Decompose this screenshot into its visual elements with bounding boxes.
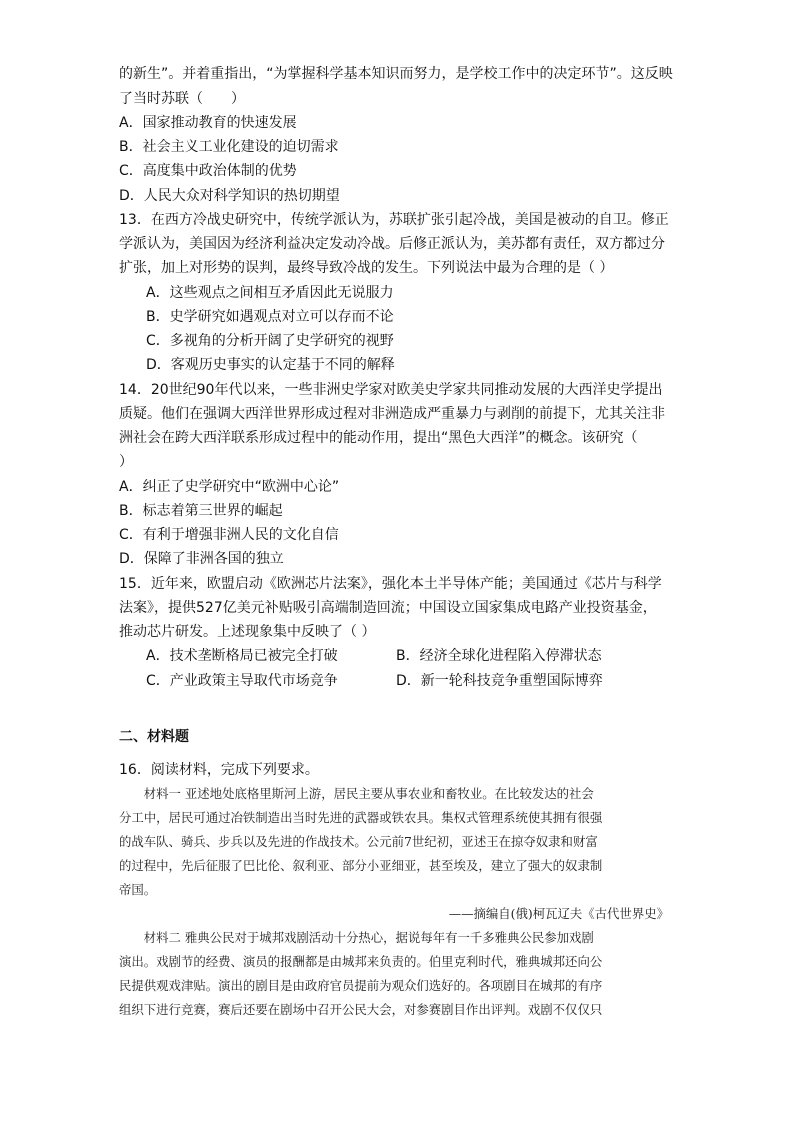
q13-option-d: D．客观历史事实的认定基于不同的解释 bbox=[146, 357, 395, 373]
q16-prompt: 16．阅读材料，完成下列要求。 bbox=[119, 762, 319, 778]
q14-option-d: D．保障了非洲各国的独立 bbox=[119, 551, 284, 567]
section-heading: 二、材料题 bbox=[119, 729, 189, 745]
material1-line-2: 分工中，居民可通过冶铁制造出当时先进的武器或铁农具。集权式管理系统使其拥有很强 bbox=[119, 810, 603, 825]
q15-option-c: C．产业政策主导取代市场竞争 bbox=[146, 673, 338, 689]
q12-stem-line-2: 了当时苏联（ ） bbox=[119, 91, 245, 107]
material2-line-1: 材料二 雅典公民对于城邦戏剧活动十分热心，据说每年有一千多雅典公民参加戏剧 bbox=[119, 930, 594, 945]
q12-option-d: D．人民大众对科学知识的热切期望 bbox=[119, 188, 340, 204]
material1-line-3: 的战车队、骑兵、步兵以及先进的作战技术。公元前7世纪初，亚述王在掠夺奴隶和财富 bbox=[119, 834, 598, 849]
q14-stem-line-4: ） bbox=[119, 454, 133, 470]
q15-option-a: A．技术垄断格局已被完全打破 bbox=[146, 648, 338, 664]
material1-line-1: 材料一 亚述地处底格里斯河上游，居民主要从事农业和畜牧业。在比较发达的社会 bbox=[119, 786, 594, 801]
q15-stem-line-3: 推动芯片研发。上述现象集中反映了（ ） bbox=[119, 624, 376, 640]
q13-stem-line-2: 学派认为，美国因为经济利益决定发动冷战。后修正派认为，美苏都有责任，双方都过分 bbox=[119, 236, 665, 252]
q14-option-c: C．有利于增强非洲人民的文化自信 bbox=[119, 527, 339, 543]
q14-option-b: B．标志着第三世界的崛起 bbox=[119, 503, 283, 519]
q12-option-c: C．高度集中政治体制的优势 bbox=[119, 163, 297, 179]
material2-line-4: 组织下进行竞赛，赛后还要在剧场中召开公民大会，对参赛剧目作出评判。戏剧不仅仅只 bbox=[119, 1002, 603, 1017]
q14-stem-line-3: 洲社会在跨大西洋联系形成过程中的能动作用，提出“黑色大西洋”的概念。该研究（ bbox=[119, 430, 638, 446]
q15-stem-line-1: 15．近年来，欧盟启动《欧洲芯片法案》，强化本土半导体产能；美国通过《芯片与科学 bbox=[119, 576, 662, 592]
q13-option-b: B．史学研究如遇观点对立可以存而不论 bbox=[146, 309, 394, 325]
q14-stem-line-1: 14．20世纪90年代以来，一些非洲史学家对欧美史学家共同推动发展的大西洋史学提出 bbox=[119, 382, 663, 398]
q12-option-a: A．国家推动教育的快速发展 bbox=[119, 115, 297, 131]
q13-option-c: C．多视角的分析开阔了史学研究的视野 bbox=[146, 333, 394, 349]
q13-option-a: A．这些观点之间相互矛盾因此无说服力 bbox=[146, 285, 394, 301]
material1-source: ——摘编自(俄)柯瓦辽夫《古代世界史》 bbox=[448, 906, 669, 921]
material2-line-3: 民提供观戏津贴。演出的剧目是由政府官员提前为观众们选好的。各项剧目在城邦的有序 bbox=[119, 978, 603, 993]
material2-line-2: 演出。戏剧节的经费、演员的报酬都是由城邦来负责的。伯里克利时代，雅典城邦还向公 bbox=[119, 954, 603, 969]
q15-stem-line-2: 法案》，提供527亿美元补贴吸引高端制造回流；中国设立国家集成电路产业投资基金， bbox=[119, 600, 657, 616]
q15-option-d: D．新一轮科技竞争重塑国际博弈 bbox=[396, 673, 603, 689]
q12-stem-line-1: 的新生”。并着重指出，“为掌握科学基本知识而努力，是学校工作中的决定环节”。这反映 bbox=[119, 66, 673, 82]
q13-stem-line-3: 扩张，加上对形势的误判，最终导致冷战的发生。下列说法中最为合理的是（ ） bbox=[119, 260, 614, 276]
q12-option-b: B．社会主义工业化建设的迫切需求 bbox=[119, 139, 339, 155]
material1-line-4: 的过程中，先后征服了巴比伦、叙利亚、部分小亚细亚，甚至埃及，建立了强大的奴隶制 bbox=[119, 858, 603, 873]
q13-stem-line-1: 13．在西方冷战史研究中，传统学派认为，苏联扩张引起冷战，美国是被动的自卫。修正 bbox=[119, 212, 669, 228]
q14-option-a: A．纠正了史学研究中“欧洲中心论” bbox=[119, 479, 340, 495]
material1-line-5: 帝国。 bbox=[119, 882, 157, 897]
q15-option-b: B．经济全球化进程陷入停滞状态 bbox=[396, 648, 602, 664]
q14-stem-line-2: 质疑。他们在强调大西洋世界形成过程对非洲造成严重暴力与剥削的前提下，尤其关注非 bbox=[119, 406, 665, 422]
